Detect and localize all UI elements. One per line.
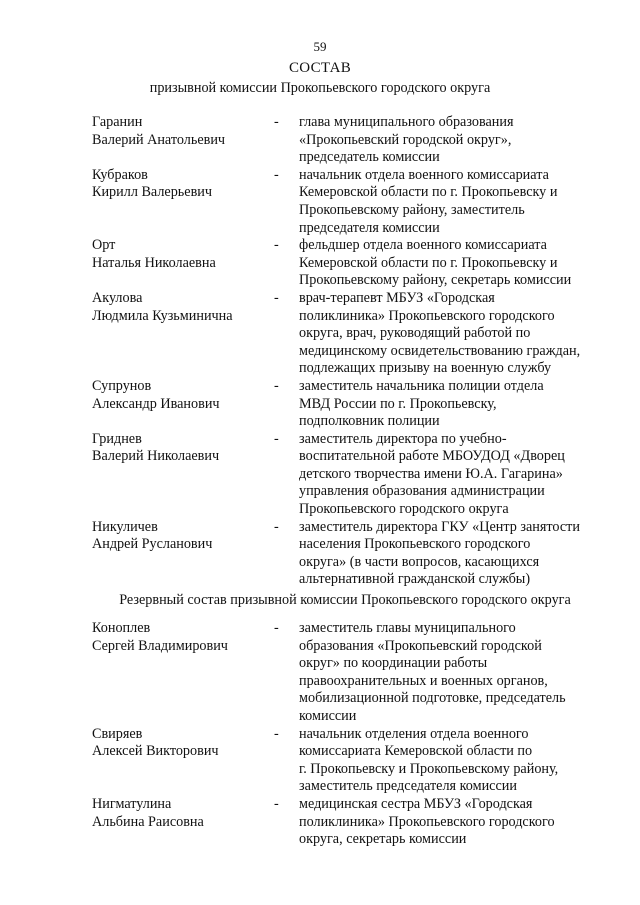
separator-dash: -: [274, 620, 279, 636]
member-surname: Гаранин: [92, 114, 143, 130]
member-surname: Гриднев: [92, 430, 142, 447]
member-name: [92, 796, 272, 831]
member-given-name: Людмила Кузьминична: [92, 307, 233, 324]
member-surname: Кубраков: [92, 166, 148, 183]
member-role-line: округа, врач, руководящий работой по: [299, 325, 531, 342]
member-role-line: подполковник полиции: [299, 413, 440, 430]
member-role-line: глава муниципального образования: [299, 114, 514, 130]
member-role-line: г. Прокопьевску и Прокопьевскому району,: [299, 760, 559, 777]
member-entry: [92, 237, 612, 290]
member-role-line: комиссариата Кемеровской области по: [299, 743, 533, 760]
separator-dash: -: [274, 289, 279, 306]
member-role-line: подлежащих призыву на военную службу: [299, 360, 552, 377]
member-role-line: заместитель директора ГКУ «Центр занятости: [299, 518, 580, 535]
member-given-name: Валерий Анатольевич: [92, 131, 226, 148]
member-role-line: председатель комиссии: [299, 149, 440, 166]
member-role-line: поликлиника» Прокопьевского городского: [299, 813, 555, 830]
member-surname: Коноплев: [92, 620, 151, 636]
member-given-name: Валерий Николаевич: [92, 448, 220, 465]
member-entry: [92, 796, 612, 849]
member-entry: [92, 519, 612, 589]
document-subtitle: призывной комиссии Прокопьевского городского округа: [149, 80, 491, 96]
member-surname: Супрунов: [92, 377, 152, 394]
member-role: [299, 796, 609, 849]
member-surname: Акулова: [92, 289, 143, 306]
member-role-line: поликлиника» Прокопьевского городского: [299, 307, 555, 324]
member-entry: [92, 167, 612, 237]
separator-dash: -: [274, 430, 279, 447]
member-role: [299, 620, 609, 726]
member-role-line: фельдшер отдела военного комиссариата: [299, 237, 547, 254]
member-role-line: комиссии: [299, 707, 357, 724]
member-role-line: Прокопьевскому району, заместитель: [299, 201, 525, 218]
separator-dash: -: [274, 725, 279, 742]
member-role-line: округ» по координации работы: [299, 655, 488, 672]
member-role-line: управления образования администрации: [299, 483, 545, 500]
member-name: [92, 378, 272, 413]
member-entry: [92, 378, 612, 431]
member-role: [299, 519, 609, 589]
member-role: [299, 726, 609, 796]
member-given-name: Алексей Викторович: [92, 743, 219, 760]
separator-dash: -: [274, 237, 279, 254]
member-role-line: правоохранительных и военных органов,: [299, 672, 548, 689]
member-given-name: Наталья Николаевна: [92, 254, 216, 271]
member-role-line: округа, секретарь комиссии: [299, 831, 467, 848]
member-role-line: «Прокопьевский городской округ»,: [299, 131, 512, 148]
member-role-line: населения Прокопьевского городского: [299, 536, 531, 553]
member-role-line: начальник отделения отдела военного: [299, 725, 529, 742]
member-given-name: Александр Иванович: [92, 395, 220, 412]
member-role-line: начальник отдела военного комиссариата: [299, 166, 549, 183]
member-role-line: заместитель главы муниципального: [299, 620, 516, 636]
member-role-line: МВД России по г. Прокопьевску,: [299, 395, 497, 412]
member-role-line: округа» (в части вопросов, касающихся: [299, 553, 540, 570]
member-entry: [92, 114, 612, 167]
member-role-line: председателя комиссии: [299, 219, 440, 236]
member-role-line: заместитель директора по учебно-: [299, 430, 507, 447]
member-role-line: Кемеровской области по г. Прокопьевску и: [299, 184, 558, 201]
reserve-members-list: [92, 620, 612, 849]
member-surname: Нигматулина: [92, 795, 172, 812]
reserve-heading: Резервный состав призывной комиссии Прокопьевского городского округа: [119, 592, 571, 608]
member-role-line: Кемеровской области по г. Прокопьевску и: [299, 254, 558, 271]
member-surname: Никуличев: [92, 518, 158, 535]
member-name: [92, 431, 272, 466]
member-name: [92, 114, 272, 149]
member-entry: [92, 726, 612, 796]
separator-dash: -: [274, 377, 279, 394]
member-role-line: врач-терапевт МБУЗ «Городская: [299, 289, 495, 306]
member-role-line: образования «Прокопьевский городской: [299, 637, 542, 654]
member-role-line: мобилизационной подготовке, председатель: [299, 690, 566, 707]
member-entry: [92, 290, 612, 378]
member-role-line: медицинскому освидетельствованию граждан,: [299, 342, 581, 359]
member-role-line: медицинская сестра МБУЗ «Городская: [299, 795, 533, 812]
member-given-name: Кирилл Валерьевич: [92, 184, 212, 201]
member-name: [92, 167, 272, 202]
member-role-line: воспитательной работе МБОУДОД «Дворец: [299, 448, 565, 465]
member-role: [299, 290, 609, 378]
member-name: [92, 620, 272, 655]
member-role: [299, 167, 609, 237]
member-name: [92, 290, 272, 325]
member-name: [92, 726, 272, 761]
member-role-line: заместитель председателя комиссии: [299, 778, 517, 795]
member-name: [92, 519, 272, 554]
member-given-name: Андрей Русланович: [92, 536, 213, 553]
member-entry: [92, 620, 612, 726]
member-role-line: Прокопьевскому району, секретарь комиссии: [299, 272, 572, 289]
separator-dash: -: [274, 795, 279, 812]
member-role: [299, 237, 609, 290]
member-role: [299, 378, 609, 431]
member-surname: Свиряев: [92, 725, 143, 742]
member-role: [299, 114, 609, 167]
main-members-list: [92, 114, 612, 589]
member-entry: [92, 431, 612, 519]
member-role: [299, 431, 609, 519]
member-name: [92, 237, 272, 272]
member-given-name: Альбина Раисовна: [92, 813, 204, 830]
member-role-line: альтернативной гражданской службы): [299, 571, 531, 588]
member-role-line: детского творчества имени Ю.А. Гагарина»: [299, 465, 563, 482]
member-role-line: заместитель начальника полиции отдела: [299, 377, 544, 394]
page-number: 59: [313, 39, 327, 54]
separator-dash: -: [274, 114, 279, 130]
document-title: СОСТАВ: [288, 60, 352, 76]
member-given-name: Сергей Владимирович: [92, 637, 228, 654]
member-surname: Орт: [92, 237, 116, 254]
separator-dash: -: [274, 518, 279, 535]
member-role-line: Прокопьевского городского округа: [299, 501, 509, 518]
separator-dash: -: [274, 166, 279, 183]
